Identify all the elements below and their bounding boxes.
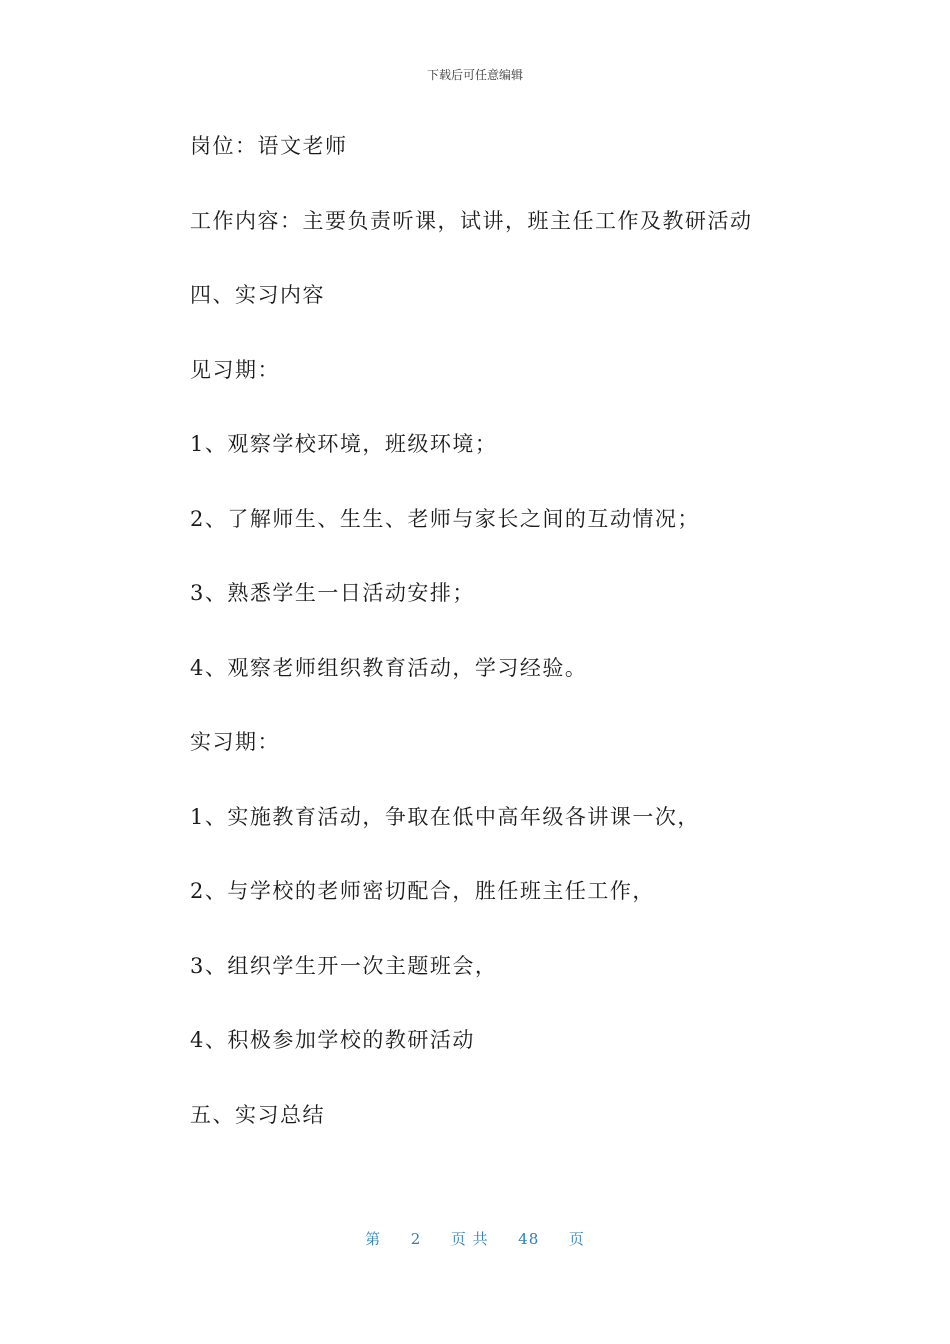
footer-suffix: 页 [568,1230,585,1248]
document-body [190,128,890,1171]
list-item: 2、与学校的老师密切配合，胜任班主任工作， [190,879,655,903]
list-item: 3、组织学生开一次主题班会， [190,953,498,978]
subheading-observation-period: 见习期： [190,357,280,382]
body-line-position: 岗位：语文老师 [190,134,348,158]
list-item: 4、积极参加学校的教研活动 [190,1028,475,1052]
footer-total-pages: 48 [518,1230,540,1248]
list-item: 2、了解师生、生生、老师与家长之间的互动情况； [190,506,700,531]
list-item: 1、实施教育活动，争取在低中高年级各讲课一次， [190,804,700,829]
footer-current-page: 2 [410,1230,422,1248]
body-line-work-content: 工作内容：主要负责听课，试讲，班主任工作及教研活动 [190,208,753,233]
footer-prefix: 第 [365,1230,382,1248]
page-footer [0,1228,950,1249]
footer-mid: 页 共 [450,1230,489,1248]
list-item: 4、观察老师组织教育活动，学习经验。 [190,655,588,680]
subheading-internship-period: 实习期： [190,730,280,754]
section-heading-internship-summary: 五、实习总结 [190,1102,325,1127]
page-header-note: 下载后可任意编辑 [426,68,523,82]
list-item: 1、观察学校环境，班级环境； [190,432,498,456]
section-heading-internship-content: 四、实习内容 [190,283,325,307]
list-item: 3、熟悉学生一日活动安排； [190,581,475,605]
